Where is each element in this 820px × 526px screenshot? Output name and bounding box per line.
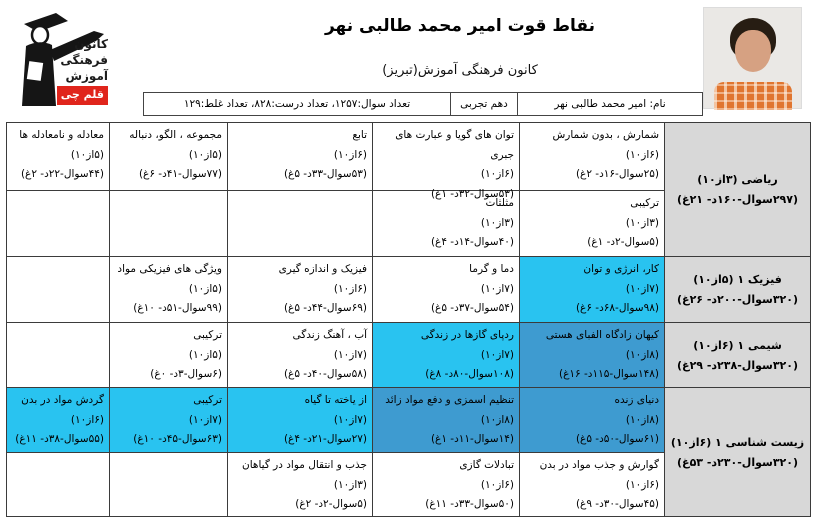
subject-title: شیمی ۱ (۶از۱۰) (693, 338, 782, 352)
topic-stats: (۱۴سوال-۱۱د- ۱غ) (430, 433, 514, 445)
subject-title: فیزیک ۱ (۵از۱۰) (693, 273, 782, 286)
topic-cell (520, 453, 665, 517)
topic-cell-empty (7, 453, 110, 517)
topic-name: فیزیک و اندازه گیری (278, 263, 367, 275)
logo-line-1: کانون (74, 37, 108, 51)
topic-cell-highlighted (7, 388, 110, 453)
topic-stats: (۱۴۸سوال-۱۱۵د- ۱۶غ) (559, 368, 659, 380)
subject-stats: (۲۹۷سوال-۱۶۰د- ۲۱غ) (677, 193, 798, 206)
topic-name: ویژگی های فیزیکی مواد (117, 263, 222, 275)
topic-rating: (۵از۱۰) (188, 348, 222, 361)
topic-stats: (۱۰۸سوال-۸۰د- ۸غ) (425, 368, 514, 380)
topic-cell (228, 257, 373, 323)
topic-stats: (۵سوال-۲د- ۱غ) (587, 236, 659, 248)
topic-rating: (۸از۱۰) (625, 413, 659, 426)
grade-field: دهم تجربی (450, 93, 518, 115)
topic-stats: (۵۳سوال-۳۳د- ۵غ) (283, 168, 367, 180)
topic-stats: (۹۹سوال-۵۱د- ۱۰غ) (133, 302, 222, 314)
topic-cell-highlighted (520, 388, 665, 453)
topic-cell (228, 453, 373, 517)
topic-cell (520, 123, 665, 191)
topic-stats: (۹۸سوال-۶۸د- ۶غ) (575, 302, 659, 314)
topic-name: ترکیبی (630, 197, 659, 209)
topic-stats: (۷۷سوال-۴۱د- ۶غ) (138, 168, 222, 180)
topic-stats: (۵۴سوال-۳۷د- ۵غ) (430, 302, 514, 314)
topic-name: آب ، آهنگ زندگی (292, 329, 367, 341)
topic-cell-empty (7, 257, 110, 323)
topic-rating: (۶از۱۰) (625, 478, 659, 491)
topic-stats: (۶۳سوال-۴۵د- ۱۰غ) (133, 433, 222, 445)
topic-rating: (۸از۱۰) (625, 348, 659, 361)
topic-cell (228, 323, 373, 388)
topic-stats: (۲۵سوال-۱۶د- ۲غ) (575, 168, 659, 180)
kanoon-logo (8, 6, 110, 108)
topic-stats: (۴۴سوال-۲۲د- ۲غ) (20, 168, 104, 180)
topic-rating: (۸از۱۰) (480, 413, 514, 426)
topic-stats: (۵۸سوال-۴۰د- ۵غ) (283, 368, 367, 380)
topic-rating: (۳از۱۰) (480, 216, 514, 229)
topic-cell (373, 257, 520, 323)
topic-name: معادله و نامعادله ها (19, 129, 104, 141)
topic-cell-highlighted (373, 323, 520, 388)
subject-stats: (۳۲۰سوال-۲۳۸د- ۲۹غ) (677, 358, 798, 372)
topic-rating: (۷از۱۰) (625, 282, 659, 295)
topic-name: توان های گویا و عبارت های جبری (395, 129, 514, 161)
topic-rating: (۳از۱۰) (333, 478, 367, 491)
topic-stats: (۶سوال-۳د- ۰غ) (150, 368, 222, 380)
topic-rating: (۷از۱۰) (333, 348, 367, 361)
topic-name: کار، انرژی و توان (583, 263, 659, 275)
topic-rating: (۵از۱۰) (188, 282, 222, 295)
topic-cell-empty (110, 191, 228, 257)
photo-face (735, 30, 771, 72)
topic-cell-highlighted (373, 388, 520, 453)
topic-stats: (۵۰سوال-۳۳د- ۱۱غ) (425, 498, 514, 510)
strength-table (6, 122, 811, 517)
subject-stats: (۳۲۰سوال-۲۳۰د- ۵۳غ) (677, 455, 798, 469)
topic-name: مثلثات (485, 197, 514, 209)
subject-cell-physics (665, 257, 811, 323)
topic-stats: (۶۹سوال-۴۴د- ۵غ) (283, 302, 367, 314)
topic-cell (520, 191, 665, 257)
info-bar (143, 92, 703, 116)
topic-stats: (۵۳سوال-۳۲د- ۱غ) (430, 187, 514, 200)
topic-name: گوارش و جذب مواد در بدن (539, 459, 659, 471)
photo-shirt (714, 82, 792, 110)
topic-rating: (۶از۱۰) (333, 282, 367, 295)
topic-name: تابع (352, 129, 367, 141)
topic-cell-highlighted (228, 388, 373, 453)
logo-line-3: آموزش (65, 69, 108, 83)
logo-line-2: فرهنگی (60, 53, 108, 67)
page-subtitle: کانون فرهنگی آموزش(تبریز) (382, 63, 538, 78)
topic-cell-empty (7, 191, 110, 257)
logo-badge: قلم چی (57, 86, 108, 105)
topic-rating: (۷از۱۰) (333, 413, 367, 426)
subject-title: ریاضی (۳از۱۰) (697, 173, 778, 186)
topic-rating: (۷از۱۰) (480, 282, 514, 295)
topic-rating: (۷از۱۰) (480, 348, 514, 361)
topic-name: تبادلات گازی (459, 459, 514, 471)
topic-rating: (۵از۱۰) (188, 148, 222, 161)
topic-rating: (۶از۱۰) (625, 148, 659, 161)
topic-cell (7, 123, 110, 191)
topic-cell (228, 123, 373, 191)
topic-name: کیهان زادگاه الفبای هستی (545, 329, 659, 341)
topic-name: از یاخته تا گیاه (304, 394, 367, 406)
subject-stats: (۳۲۰سوال-۲۰۰د- ۲۶غ) (677, 293, 798, 306)
topic-cell (373, 123, 520, 200)
page-title: نقاط قوت امیر محمد طالبی نهر (324, 16, 596, 36)
topic-stats: (۴۰سوال-۱۴د- ۴غ) (430, 236, 514, 248)
topic-cell (110, 323, 228, 388)
topic-name: ترکیبی (193, 394, 222, 406)
topic-cell-empty (7, 323, 110, 388)
topic-cell-highlighted (520, 323, 665, 388)
topic-name: ترکیبی (193, 329, 222, 341)
topic-name: تنظیم اسمزی و دفع مواد زائد (385, 394, 514, 406)
topic-stats: (۶۱سوال-۵۰د- ۵غ) (575, 433, 659, 445)
topic-rating: (۶از۱۰) (70, 413, 104, 426)
topic-name: ردپای گازها در زندگی (420, 329, 514, 341)
topic-stats: (۴۵سوال-۳۰د- ۹غ) (575, 498, 659, 510)
topic-rating: (۳از۱۰) (625, 216, 659, 229)
topic-cell (110, 257, 228, 323)
topic-stats: (۵سوال-۲د- ۲غ) (295, 498, 367, 510)
topic-name: دما و گرما (469, 263, 514, 275)
topic-name: شمارش ، بدون شمارش (552, 129, 659, 141)
student-photo (703, 7, 802, 109)
topic-cell-highlighted (110, 388, 228, 453)
topic-cell-empty (228, 191, 373, 257)
topic-name: جذب و انتقال مواد در گیاهان (242, 459, 367, 471)
topic-stats: (۵۵سوال-۳۸د- ۱۱غ) (15, 433, 104, 445)
subject-cell-chemistry (665, 323, 811, 388)
topic-name: گردش مواد در بدن (21, 394, 104, 406)
topic-rating: (۶از۱۰) (333, 148, 367, 161)
topic-cell (373, 453, 520, 517)
topic-name: دنیای زنده (614, 394, 659, 406)
topic-name: مجموعه ، الگو، دنباله (129, 129, 222, 141)
topic-rating: (۷از۱۰) (188, 413, 222, 426)
topic-stats: (۲۷سوال-۲۱د- ۴غ) (283, 433, 367, 445)
topic-cell (373, 191, 520, 257)
totals-field: تعداد سوال:۱۲۵۷، تعداد درست:۸۲۸، تعداد غلط:۱۲۹ (183, 98, 411, 110)
subject-cell-math (665, 123, 811, 257)
topic-cell-highlighted (520, 257, 665, 323)
topic-cell-empty (110, 453, 228, 517)
topic-rating: (۶از۱۰) (480, 168, 514, 180)
topic-cell (110, 123, 228, 191)
topic-rating: (۵از۱۰) (70, 148, 104, 161)
subject-cell-biology (665, 388, 811, 517)
student-name-field: نام: امیر محمد طالبی نهر (554, 98, 666, 110)
topic-rating: (۶از۱۰) (480, 478, 514, 491)
subject-title: زیست شناسی ۱ (۶از۱۰) (670, 435, 805, 449)
